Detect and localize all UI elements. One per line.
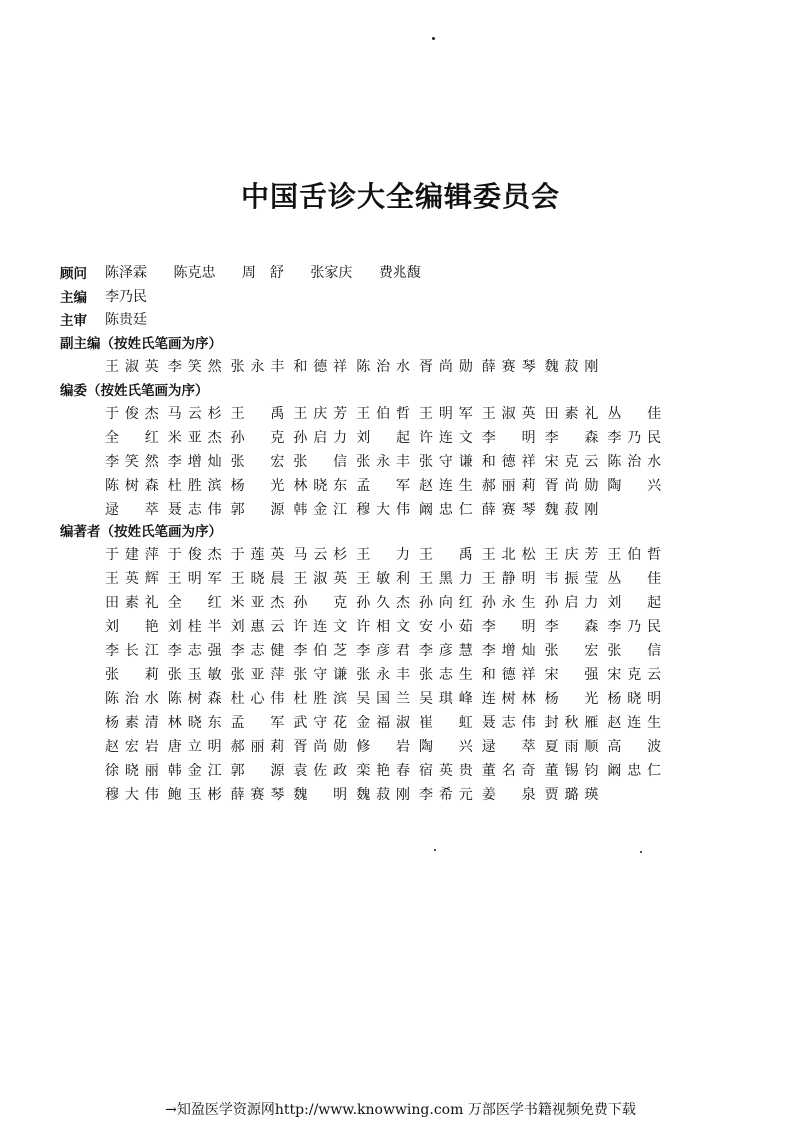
author-name: 李彦慧	[418, 643, 473, 659]
author-name: 刘 起	[607, 595, 662, 611]
author-name: 王敏利	[356, 571, 410, 587]
author-name: 田素礼	[105, 595, 159, 611]
author-name: 逯 萃	[481, 739, 536, 755]
author-name: 鲍玉彬	[167, 787, 222, 803]
committee-member-name: 孙 克	[230, 430, 285, 446]
author-name: 杜心伟	[230, 691, 285, 707]
author-name: 徐晓丽	[105, 763, 159, 779]
advisor-name: 陈克忠	[173, 265, 216, 281]
author-name: 吴国兰	[356, 691, 410, 707]
author-name: 金福淑	[356, 715, 410, 731]
author-name: 王黑力	[418, 571, 473, 587]
author-name: 魏菽刚	[356, 787, 410, 803]
committee-member-name: 张 宏	[230, 454, 285, 470]
author-name: 林晓东	[167, 715, 222, 731]
author-name: 栾艳春	[356, 763, 410, 779]
deputy-editors-list	[105, 356, 607, 380]
committee-member-name: 李笑然	[105, 454, 159, 470]
author-name: 连树林	[481, 691, 536, 707]
author-name: 董名奇	[481, 763, 536, 779]
advisors-label: 顾问	[60, 266, 87, 282]
author-name: 宋克云	[607, 667, 662, 683]
author-name: 赵宏岩	[105, 739, 159, 755]
footer-note: →知盈医学资源网http://www.knowwing.com 万部医学书籍视频免费下载	[165, 1102, 636, 1118]
committee-member-name: 魏菽刚	[544, 502, 599, 518]
author-name: 郭 源	[230, 763, 285, 779]
committee-member-name: 王伯哲	[356, 406, 410, 422]
chief-reviewer-label: 主审	[60, 313, 87, 329]
committee-member-name: 阚忠仁	[418, 502, 473, 518]
speck-mark	[432, 37, 435, 40]
author-name: 魏 明	[293, 787, 348, 803]
chief-editor-name: 李乃民	[105, 289, 147, 305]
name-row	[105, 403, 670, 427]
author-name: 张志生	[418, 667, 473, 683]
deputy-editor-name: 胥尚勋	[418, 359, 473, 375]
committee-member-name: 陈治水	[607, 454, 662, 470]
author-name: 杨晓明	[607, 691, 662, 707]
name-row	[105, 568, 670, 592]
author-name: 李乃民	[607, 619, 662, 635]
deputy-editors-label: 副主编（按姓氏笔画为序）	[60, 336, 222, 352]
author-name: 阚忠仁	[607, 763, 662, 779]
author-name: 高 波	[607, 739, 662, 755]
committee-member-name: 陶 兴	[607, 478, 662, 494]
author-name: 安小茹	[418, 619, 473, 635]
author-name: 韦振莹	[544, 571, 599, 587]
author-name: 杜胜滨	[293, 691, 348, 707]
committee-member-name: 王明军	[418, 406, 473, 422]
author-name: 陈树森	[167, 691, 222, 707]
author-name: 王明军	[167, 571, 222, 587]
deputy-editor-name: 张永丰	[230, 359, 285, 375]
author-name: 张玉敏	[167, 667, 222, 683]
author-name: 袁佐政	[293, 763, 348, 779]
committee-member-name: 陈树森	[105, 478, 159, 494]
author-name: 杨素清	[105, 715, 159, 731]
author-name: 陶 兴	[418, 739, 473, 755]
committee-member-name: 胥尚勋	[544, 478, 599, 494]
committee-member-name: 杜胜滨	[167, 478, 222, 494]
committee-member-name: 穆大伟	[356, 502, 410, 518]
name-row	[105, 736, 670, 760]
committee-list	[105, 403, 670, 523]
author-name: 王北松	[481, 547, 536, 563]
author-name: 于莲英	[230, 547, 285, 563]
author-name: 李彦君	[356, 643, 410, 659]
committee-member-name: 宋克云	[544, 454, 599, 470]
author-name: 贾璐瑛	[544, 787, 599, 803]
author-name: 王晓晨	[230, 571, 285, 587]
name-row	[105, 592, 670, 616]
deputy-editor-name: 陈治水	[356, 359, 410, 375]
author-name: 李伯芝	[293, 643, 348, 659]
author-name: 全 红	[167, 595, 222, 611]
author-name: 李希元	[418, 787, 473, 803]
author-name: 孙启力	[544, 595, 599, 611]
author-name: 刘惠云	[230, 619, 285, 635]
deputy-editor-name: 王淑英	[105, 359, 159, 375]
advisor-name: 张家庆	[310, 265, 353, 281]
author-name: 薛赛琴	[230, 787, 285, 803]
author-name: 穆大伟	[105, 787, 159, 803]
author-name: 唐立明	[167, 739, 222, 755]
author-name: 韩金江	[167, 763, 222, 779]
author-name: 武守花	[293, 715, 348, 731]
author-name: 宋 强	[544, 667, 599, 683]
chief-reviewer-name: 陈贵廷	[105, 312, 147, 328]
committee-member-name: 米亚杰	[167, 430, 222, 446]
advisor-name: 陈泽霖	[105, 265, 147, 281]
author-name: 和德祥	[481, 667, 536, 683]
author-name: 胥尚勋	[293, 739, 348, 755]
speck-mark	[434, 849, 436, 851]
author-name: 夏雨顺	[544, 739, 599, 755]
author-name: 张守谦	[293, 667, 348, 683]
name-row	[105, 712, 670, 736]
committee-member-name: 聂志伟	[167, 502, 222, 518]
committee-member-name: 李乃民	[607, 430, 662, 446]
name-row	[105, 616, 670, 640]
committee-member-name: 马云杉	[167, 406, 222, 422]
author-name: 孟 军	[230, 715, 285, 731]
author-name: 李 森	[544, 619, 599, 635]
author-name: 郝丽莉	[230, 739, 285, 755]
deputy-editor-name: 薛赛琴	[481, 359, 536, 375]
author-name: 王淑英	[293, 571, 348, 587]
author-name: 张 宏	[544, 643, 599, 659]
committee-member-name: 张 信	[293, 454, 348, 470]
name-row	[105, 640, 670, 664]
name-row	[105, 451, 670, 475]
committee-member-name: 和德祥	[481, 454, 536, 470]
committee-member-name: 李增灿	[167, 454, 222, 470]
author-name: 孙 克	[293, 595, 348, 611]
committee-member-name: 杨 光	[230, 478, 285, 494]
committee-member-name: 张永丰	[356, 454, 410, 470]
author-name: 李长江	[105, 643, 159, 659]
committee-member-name: 郝丽莉	[481, 478, 536, 494]
author-name: 孙向红	[418, 595, 473, 611]
speck-mark	[640, 851, 642, 853]
author-name: 王 力	[356, 547, 410, 563]
name-row	[105, 544, 670, 568]
committee-member-name: 赵连生	[418, 478, 473, 494]
author-name: 孙永生	[481, 595, 536, 611]
committee-member-name: 韩金江	[293, 502, 348, 518]
committee-member-name: 王淑英	[481, 406, 536, 422]
committee-member-name: 王 禹	[230, 406, 285, 422]
author-name: 丛 佳	[607, 571, 662, 587]
author-name: 董锡钧	[544, 763, 599, 779]
author-name: 赵连生	[607, 715, 662, 731]
advisor-name: 费兆馥	[378, 265, 421, 281]
committee-member-name: 全 红	[105, 430, 159, 446]
name-row	[105, 664, 670, 688]
name-row	[105, 475, 670, 499]
name-row	[105, 760, 670, 784]
committee-member-name: 郭 源	[230, 502, 285, 518]
author-name: 宿英贵	[418, 763, 473, 779]
author-name: 崔 虹	[418, 715, 473, 731]
author-name: 许连文	[293, 619, 348, 635]
advisors-names	[105, 262, 443, 282]
committee-member-name: 李 明	[481, 430, 536, 446]
author-name: 刘桂半	[167, 619, 222, 635]
name-row	[105, 356, 607, 380]
deputy-editor-name: 李笑然	[167, 359, 222, 375]
committee-label: 编委（按姓氏笔画为序）	[60, 383, 209, 399]
committee-member-name: 李 森	[544, 430, 599, 446]
author-name: 修 岩	[356, 739, 410, 755]
name-row	[105, 688, 670, 712]
author-name: 许相文	[356, 619, 410, 635]
author-name: 于俊杰	[167, 547, 222, 563]
advisor-name: 周 舒	[241, 265, 284, 281]
deputy-editor-name: 魏菽刚	[544, 359, 599, 375]
author-name: 张 莉	[105, 667, 159, 683]
author-name: 李增灿	[481, 643, 536, 659]
committee-member-name: 许连文	[418, 430, 473, 446]
author-name: 姜 泉	[481, 787, 536, 803]
author-name: 王英辉	[105, 571, 159, 587]
author-name: 陈治水	[105, 691, 159, 707]
committee-member-name: 薛赛琴	[481, 502, 536, 518]
committee-member-name: 刘 起	[356, 430, 410, 446]
deputy-editor-name: 和德祥	[293, 359, 348, 375]
author-name: 王庆芳	[544, 547, 599, 563]
author-name: 李志健	[230, 643, 285, 659]
authors-list	[105, 544, 670, 808]
name-row	[105, 784, 670, 808]
author-name: 米亚杰	[230, 595, 285, 611]
committee-member-name: 王庆芳	[293, 406, 348, 422]
author-name: 吴琪峰	[418, 691, 473, 707]
committee-member-name: 田素礼	[544, 406, 599, 422]
page-title: 中国舌诊大全编辑委员会	[240, 180, 560, 213]
chief-editor-label: 主编	[60, 290, 87, 306]
committee-member-name: 逯 萃	[105, 502, 159, 518]
author-name: 刘 艳	[105, 619, 159, 635]
committee-member-name: 孟 军	[356, 478, 410, 494]
author-name: 聂志伟	[481, 715, 536, 731]
name-row	[105, 427, 670, 451]
committee-member-name: 张守谦	[418, 454, 473, 470]
author-name: 张亚萍	[230, 667, 285, 683]
authors-label: 编著者（按姓氏笔画为序）	[60, 524, 222, 540]
committee-member-name: 林晓东	[293, 478, 348, 494]
author-name: 王 禹	[418, 547, 473, 563]
author-name: 孙久杰	[356, 595, 410, 611]
author-name: 张 信	[607, 643, 662, 659]
committee-member-name: 于俊杰	[105, 406, 159, 422]
author-name: 王伯哲	[607, 547, 662, 563]
committee-member-name: 丛 佳	[607, 406, 662, 422]
author-name: 李志强	[167, 643, 222, 659]
author-name: 张永丰	[356, 667, 410, 683]
author-name: 王静明	[481, 571, 536, 587]
author-name: 李 明	[481, 619, 536, 635]
author-name: 杨 光	[544, 691, 599, 707]
author-name: 封秋雁	[544, 715, 599, 731]
author-name: 于建萍	[105, 547, 159, 563]
author-name: 马云杉	[293, 547, 348, 563]
committee-member-name: 孙启力	[293, 430, 348, 446]
